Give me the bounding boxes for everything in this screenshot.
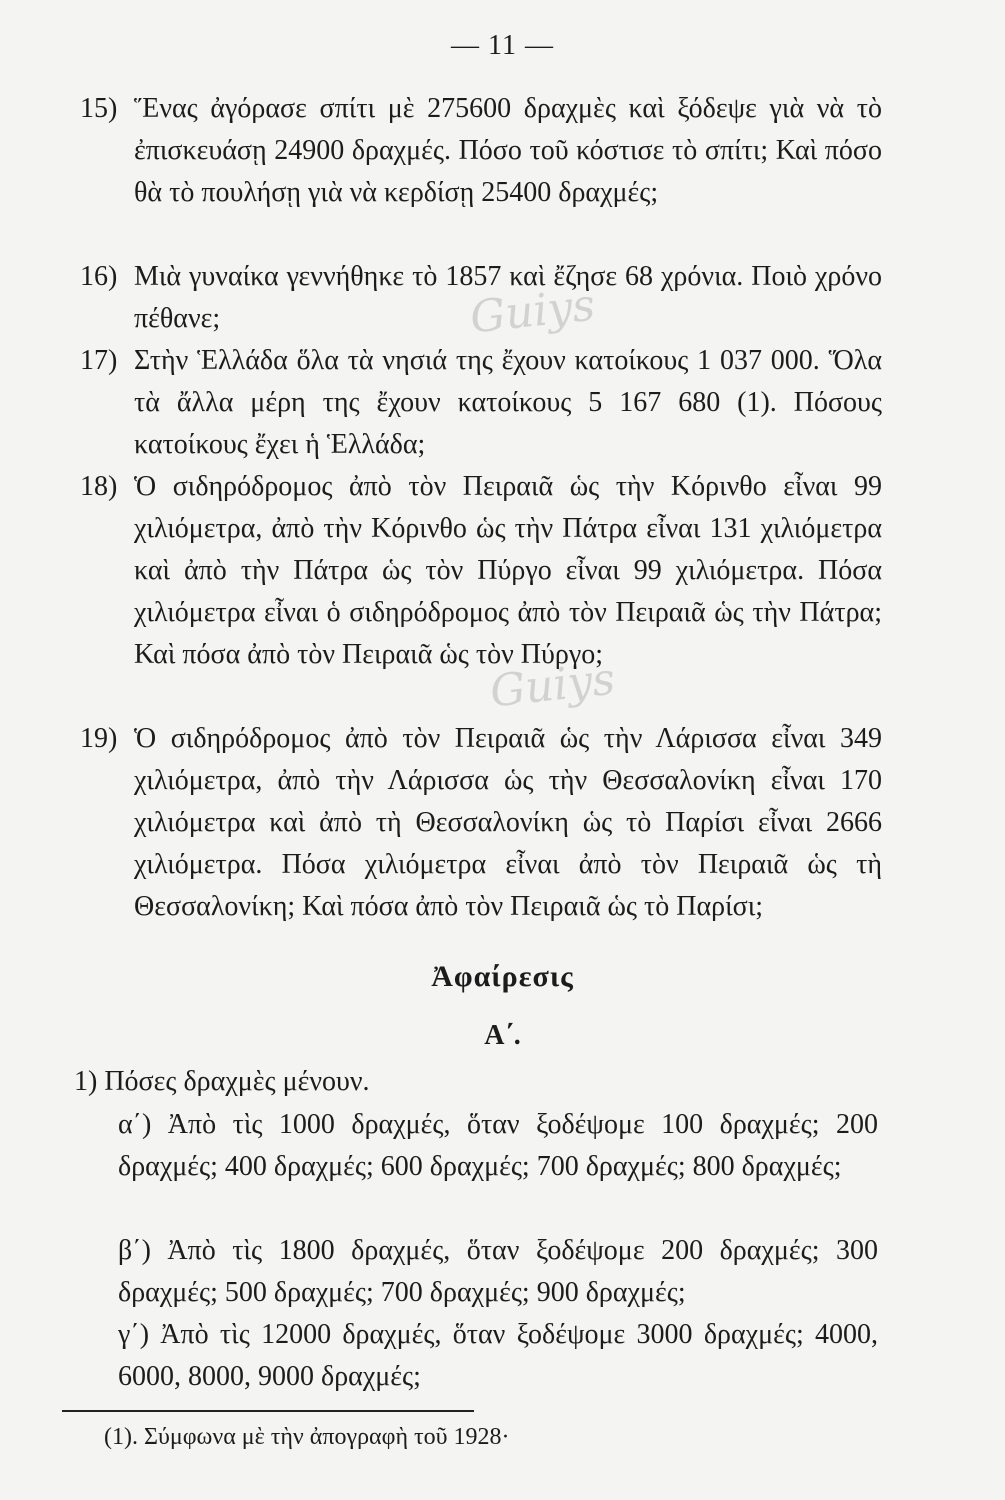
subpart-b: β΄) Ἀπὸ τὶς 1800 δραχμές, ὅταν ξοδέψομε 200 δραχμές; 300 δραχμές; 500 δραχμές; 700 δραχμές; 900 δραχμές; (118, 1235, 878, 1308)
problem-text: Μιὰ γυναίκα γεννήθηκε τὸ 1857 καὶ ἔζησε 68 χρόνια. Ποιὸ χρόνο πέθανε; (134, 261, 882, 334)
problem-number: 19) (80, 723, 118, 754)
problem-text: Στὴν Ἑλλάδα ὅλα τὰ νησιά της ἔχουν κατοίκους 1 037 000. Ὅλα τὰ ἄλλα μέρη της ἔχουν κατοίκους 5 167 680 (1). Πόσους κατοίκους ἔχει ἡ Ἑλλάδα; (134, 345, 882, 460)
problem-18 (82, 466, 882, 676)
problem-15 (82, 88, 882, 214)
section-title: Ἀφαίρεσις (431, 960, 574, 993)
section-subtitle: Α΄. (484, 1020, 521, 1051)
subpart-a: α΄) Ἀπὸ τὶς 1000 δραχμές, ὅταν ξοδέψομε 100 δραχμές; 200 δραχμές; 400 δραχμές; 600 δραχμές; 700 δραχμές; 800 δραχμές; (118, 1109, 878, 1182)
handwritten-mark: Guiys (487, 653, 618, 718)
problem-number: 17) (80, 345, 118, 376)
problem-text: Ὁ σιδηρόδρομος ἀπὸ τὸν Πειραιᾶ ὡς τὴν Κόρινθο εἶναι 99 χιλιόμετρα, ἀπὸ τὴν Κόρινθο ὡς τὴν Πάτρα εἶναι 131 χιλιόμετρα καὶ ἀπὸ τὴν Πάτρα ὡς τὸν Πύργο εἶναι 99 χιλιόμετρα. Πόσα χιλιόμετρα εἶναι ὁ σιδηρόδρομος ἀπὸ τὸν Πειραιᾶ ὡς τὴν Πάτρα; Καὶ πόσα ἀπὸ τὸν Πειραιᾶ ὡς τὸν Πύργο; (134, 471, 882, 670)
problem-number: 18) (80, 471, 118, 502)
page-number: — 11 — (451, 30, 554, 61)
problem-number: 16) (80, 261, 118, 292)
footnote: (1). Σύμφωνα μὲ τὴν ἀπογραφὴ τοῦ 1928· (104, 1424, 510, 1450)
problem-number: 15) (80, 93, 118, 124)
question-1: 1) Πόσες δραχμὲς μένουν. (74, 1066, 370, 1097)
problem-17 (82, 340, 882, 466)
problem-text: Ἕνας ἀγόρασε σπίτι μὲ 275600 δραχμὲς καὶ ξόδεψε γιὰ νὰ τὸ ἐπισκευάσῃ 24900 δραχμές. Πόσο τοῦ κόστισε τὸ σπίτι; Καὶ πόσο θὰ τὸ πουλήσῃ γιὰ νὰ κερδίσῃ 25400 δραχμές; (134, 93, 882, 208)
problem-19 (82, 718, 882, 928)
subpart-c: γ΄) Ἀπὸ τὶς 12000 δραχμές, ὅταν ξοδέψομε 3000 δραχμές; 4000, 6000, 8000, 9000 δραχμές; (118, 1319, 878, 1392)
footnote-rule (62, 1410, 474, 1412)
handwritten-mark: Guiys (467, 279, 598, 344)
problem-text: Ὁ σιδηρόδρομος ἀπὸ τὸν Πειραιᾶ ὡς τὴν Λάρισσα εἶναι 349 χιλιόμετρα, ἀπὸ τὴν Λάρισσα ὡς τὴν Θεσσαλονίκη εἶναι 170 χιλιόμετρα καὶ ἀπὸ τὴ Θεσσαλονίκη ὡς τὸ Παρίσι εἶναι 2666 χιλιόμετρα. Πόσα χιλιόμετρα εἶναι ἀπὸ τὸν Πειραιᾶ ὡς τὴ Θεσσαλονίκη; Καὶ πόσα ἀπὸ τὸν Πειραιᾶ ὡς τὸ Παρίσι; (134, 723, 882, 922)
